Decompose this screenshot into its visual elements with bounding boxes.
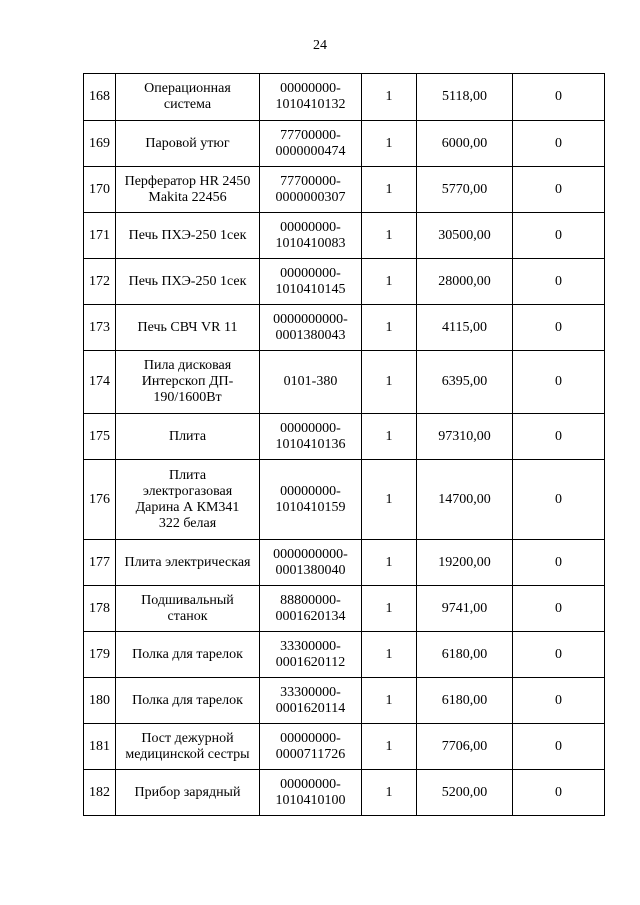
quantity-text: 1	[385, 646, 393, 662]
inventory-code-cell	[260, 259, 362, 305]
row-number-text: 181	[89, 738, 110, 754]
cost-text: 4115,00	[442, 319, 487, 335]
item-name-text: Плита электрическая	[124, 554, 251, 570]
inventory-code-cell	[260, 540, 362, 586]
residual-value-text: 0	[555, 491, 562, 507]
row-number-cell	[84, 351, 116, 414]
quantity-text: 1	[385, 273, 393, 289]
row-number-text: 177	[89, 554, 110, 570]
cost-text: 6000,00	[441, 135, 488, 151]
cost-text: 30500,00	[438, 227, 491, 243]
row-number-text: 182	[89, 784, 110, 800]
residual-value-text: 0	[555, 273, 562, 289]
inventory-code-cell	[260, 351, 362, 414]
inventory-code-cell	[260, 305, 362, 351]
inventory-code-cell	[260, 460, 362, 540]
item-name-cell	[116, 351, 260, 414]
cost-cell	[417, 305, 513, 351]
inventory-code-cell	[260, 678, 362, 724]
inventory-code-text: 0101-380	[283, 374, 338, 389]
cost-cell	[417, 213, 513, 259]
cost-cell	[417, 678, 513, 724]
cost-cell	[417, 74, 513, 121]
item-name-text: Плита электрогазовая Дарина А КМ341 322 белая	[135, 467, 240, 531]
cost-cell	[417, 770, 513, 816]
residual-value-cell	[513, 770, 605, 816]
inventory-code-cell	[260, 167, 362, 213]
cost-cell	[417, 586, 513, 632]
quantity-cell	[362, 121, 417, 167]
residual-value-text: 0	[555, 181, 562, 197]
residual-value-text: 0	[555, 227, 562, 243]
table-row	[84, 305, 605, 351]
cost-text: 6180,00	[441, 692, 488, 708]
residual-value-text: 0	[555, 600, 562, 616]
row-number-text: 175	[89, 428, 110, 444]
table-row	[84, 414, 605, 460]
cost-cell	[417, 259, 513, 305]
quantity-cell	[362, 213, 417, 259]
inventory-code-text: 00000000- 0000711726	[275, 730, 346, 762]
quantity-text: 1	[385, 319, 393, 335]
residual-value-text: 0	[555, 89, 562, 104]
row-number-cell	[84, 121, 116, 167]
residual-value-cell	[513, 632, 605, 678]
item-name-text: Печь СВЧ VR 11	[137, 319, 238, 335]
quantity-cell	[362, 586, 417, 632]
table-row	[84, 632, 605, 678]
row-number-text: 170	[89, 181, 110, 197]
quantity-text: 1	[385, 428, 393, 444]
residual-value-cell	[513, 414, 605, 460]
inventory-code-text: 33300000- 0001620112	[275, 638, 346, 670]
item-name-text: Печь ПХЭ-250 1сек	[128, 273, 247, 289]
inventory-table	[83, 73, 605, 816]
cost-text: 5200,00	[441, 784, 488, 800]
residual-value-cell	[513, 540, 605, 586]
cost-cell	[417, 460, 513, 540]
quantity-text: 1	[385, 692, 393, 708]
item-name-cell	[116, 167, 260, 213]
inventory-code-text: 00000000- 1010410145	[275, 265, 346, 297]
inventory-code-text: 00000000- 1010410100	[275, 776, 346, 808]
row-number-text: 173	[89, 319, 110, 335]
table-row	[84, 74, 605, 121]
item-name-text: Паровой утюг	[145, 135, 230, 151]
item-name-cell	[116, 259, 260, 305]
inventory-code-text: 0000000000- 0001380043	[273, 311, 348, 343]
item-name-cell	[116, 74, 260, 121]
item-name-cell	[116, 460, 260, 540]
quantity-cell	[362, 259, 417, 305]
inventory-code-text: 0000000000- 0001380040	[273, 546, 348, 578]
cost-text: 6180,00	[441, 646, 488, 662]
inventory-code-cell	[260, 632, 362, 678]
quantity-cell	[362, 74, 417, 121]
quantity-cell	[362, 540, 417, 586]
residual-value-cell	[513, 121, 605, 167]
table-row	[84, 540, 605, 586]
residual-value-text: 0	[555, 135, 562, 151]
quantity-text: 1	[385, 227, 393, 243]
cost-cell	[417, 540, 513, 586]
row-number-cell	[84, 74, 116, 121]
quantity-cell	[362, 460, 417, 540]
residual-value-cell	[513, 586, 605, 632]
cost-cell	[417, 121, 513, 167]
quantity-cell	[362, 632, 417, 678]
item-name-cell	[116, 770, 260, 816]
residual-value-text: 0	[555, 428, 562, 444]
quantity-text: 1	[385, 600, 393, 616]
quantity-cell	[362, 167, 417, 213]
row-number-text: 179	[89, 646, 110, 662]
quantity-cell	[362, 351, 417, 414]
item-name-text: Перфератор HR 2450 Makita 22456	[124, 173, 251, 205]
row-number-text: 172	[89, 273, 110, 289]
quantity-cell	[362, 414, 417, 460]
item-name-cell	[116, 632, 260, 678]
row-number-cell	[84, 586, 116, 632]
row-number-cell	[84, 770, 116, 816]
item-name-text: Прибор зарядный	[134, 784, 241, 800]
cost-text: 5118,00	[442, 89, 487, 104]
item-name-text: Подшивальный станок	[141, 592, 234, 624]
residual-value-cell	[513, 460, 605, 540]
item-name-cell	[116, 724, 260, 770]
table-row	[84, 724, 605, 770]
inventory-code-cell	[260, 74, 362, 121]
cost-cell	[417, 632, 513, 678]
cost-cell	[417, 414, 513, 460]
item-name-cell	[116, 213, 260, 259]
inventory-code-text: 33300000- 0001620114	[275, 684, 346, 716]
inventory-code-text: 00000000- 1010410159	[275, 483, 346, 515]
inventory-code-cell	[260, 213, 362, 259]
item-name-text: Полка для тарелок	[132, 692, 243, 708]
residual-value-text: 0	[555, 646, 562, 662]
quantity-text: 1	[385, 784, 393, 800]
residual-value-cell	[513, 305, 605, 351]
page-number: 24	[313, 38, 327, 53]
table-row	[84, 678, 605, 724]
residual-value-text: 0	[555, 784, 562, 800]
table-row	[84, 259, 605, 305]
cost-text: 5770,00	[441, 181, 488, 197]
inventory-code-cell	[260, 121, 362, 167]
item-name-cell	[116, 586, 260, 632]
inventory-code-text: 00000000- 1010410132	[275, 81, 346, 112]
inventory-code-cell	[260, 586, 362, 632]
inventory-code-text: 88800000- 0001620134	[275, 592, 346, 624]
quantity-cell	[362, 770, 417, 816]
row-number-text: 168	[89, 89, 110, 104]
row-number-cell	[84, 213, 116, 259]
item-name-text: Плита	[168, 428, 207, 444]
item-name-text: Печь ПХЭ-250 1сек	[128, 227, 247, 243]
cost-cell	[417, 351, 513, 414]
item-name-cell	[116, 678, 260, 724]
row-number-text: 178	[89, 600, 110, 616]
row-number-cell	[84, 460, 116, 540]
item-name-text: Пост дежурной медицинской сестры	[125, 730, 250, 762]
table-row	[84, 460, 605, 540]
cost-cell	[417, 167, 513, 213]
table-row	[84, 213, 605, 259]
inventory-code-text: 00000000- 1010410136	[275, 420, 346, 452]
residual-value-cell	[513, 74, 605, 121]
inventory-code-cell	[260, 770, 362, 816]
row-number-cell	[84, 724, 116, 770]
cost-text: 28000,00	[438, 273, 491, 289]
inventory-rows	[84, 74, 605, 816]
row-number-cell	[84, 632, 116, 678]
row-number-text: 176	[89, 491, 110, 507]
item-name-text: Пила дисковая Интерскоп ДП- 190/1600Вт	[141, 358, 234, 405]
inventory-code-text: 77700000- 0000000474	[275, 127, 346, 159]
row-number-text: 171	[89, 227, 110, 243]
item-name-cell	[116, 305, 260, 351]
cost-text: 97310,00	[438, 428, 491, 444]
cost-text: 14700,00	[438, 491, 491, 507]
quantity-text: 1	[385, 89, 393, 104]
row-number-cell	[84, 678, 116, 724]
residual-value-text: 0	[555, 554, 562, 570]
row-number-text: 169	[89, 135, 110, 151]
cost-text: 9741,00	[441, 600, 488, 616]
table-row	[84, 770, 605, 816]
residual-value-cell	[513, 213, 605, 259]
residual-value-cell	[513, 678, 605, 724]
item-name-text: Полка для тарелок	[132, 646, 243, 662]
residual-value-text: 0	[555, 738, 562, 754]
inventory-code-text: 00000000- 1010410083	[275, 219, 346, 251]
table-row	[84, 121, 605, 167]
quantity-text: 1	[385, 135, 393, 151]
quantity-cell	[362, 678, 417, 724]
row-number-cell	[84, 540, 116, 586]
item-name-cell	[116, 121, 260, 167]
quantity-text: 1	[385, 374, 393, 389]
table-row	[84, 167, 605, 213]
row-number-cell	[84, 414, 116, 460]
quantity-cell	[362, 724, 417, 770]
quantity-cell	[362, 305, 417, 351]
residual-value-cell	[513, 351, 605, 414]
cost-text: 19200,00	[438, 554, 491, 570]
residual-value-text: 0	[555, 319, 562, 335]
residual-value-cell	[513, 167, 605, 213]
row-number-cell	[84, 167, 116, 213]
inventory-code-cell	[260, 414, 362, 460]
inventory-code-cell	[260, 724, 362, 770]
residual-value-cell	[513, 259, 605, 305]
residual-value-text: 0	[555, 692, 562, 708]
row-number-cell	[84, 305, 116, 351]
item-name-cell	[116, 540, 260, 586]
table-row	[84, 586, 605, 632]
row-number-cell	[84, 259, 116, 305]
cost-cell	[417, 724, 513, 770]
cost-text: 6395,00	[441, 374, 488, 389]
row-number-text: 174	[89, 374, 110, 389]
quantity-text: 1	[385, 738, 393, 754]
inventory-code-text: 77700000- 0000000307	[275, 173, 346, 205]
quantity-text: 1	[385, 491, 393, 507]
quantity-text: 1	[385, 554, 393, 570]
quantity-text: 1	[385, 181, 393, 197]
table-row	[84, 351, 605, 414]
residual-value-cell	[513, 724, 605, 770]
residual-value-text: 0	[555, 374, 562, 389]
item-name-cell	[116, 414, 260, 460]
cost-text: 7706,00	[441, 738, 488, 754]
row-number-text: 180	[89, 692, 110, 708]
item-name-text: Операционная система	[144, 81, 231, 112]
